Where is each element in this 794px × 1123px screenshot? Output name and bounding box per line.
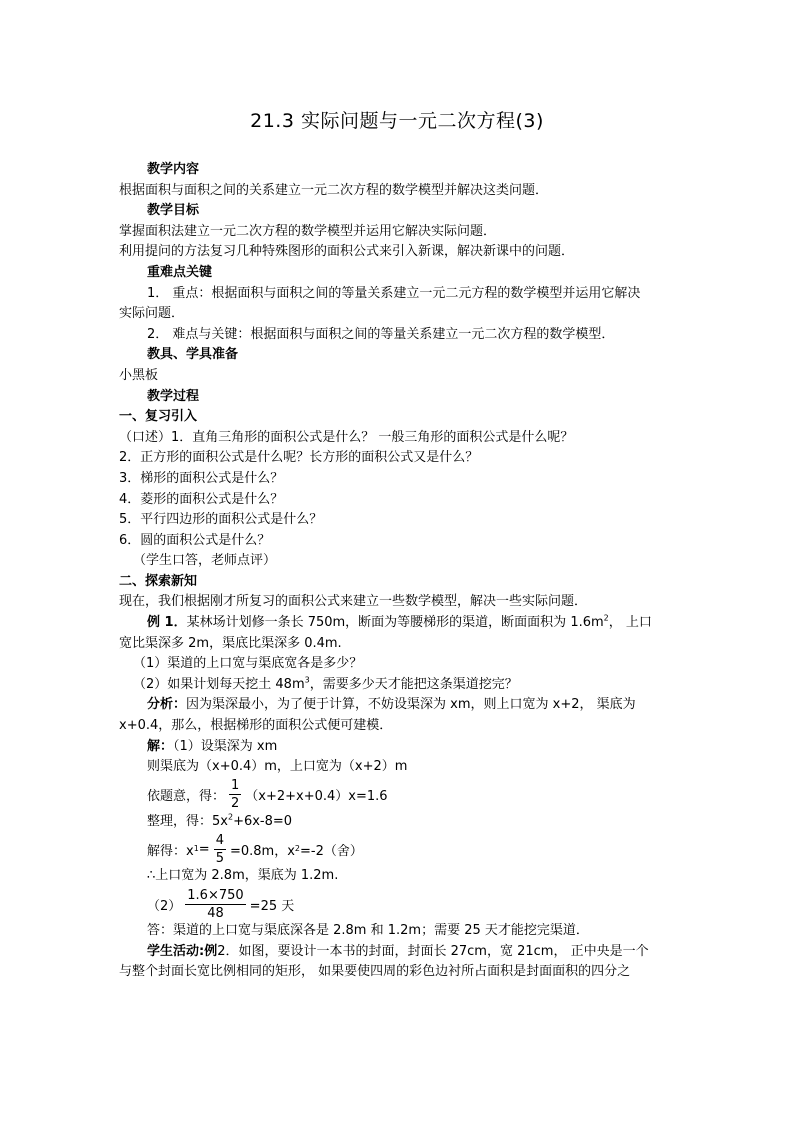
- solution-roots: 解得：x 1 = $\frac{4}{5}$ =0.8m，x 2 =-2（舍）: [147, 832, 363, 866]
- list-item: 2．正方形的面积公式是什么呢？长方形的面积公式又是什么？: [119, 450, 479, 466]
- subsection-heading-review: 一、复习引入: [119, 409, 198, 425]
- answer: 答：渠道的上口宽与渠底深各是 2.8m 和 1.2m；需要 25 天才能挖完渠道．: [147, 923, 589, 938]
- fraction: $\frac{1}{2}$: [231, 778, 240, 812]
- page-title: 21.3 实际问题与一元二次方程(3): [250, 110, 544, 132]
- section-heading-process: 教学过程: [147, 388, 200, 404]
- paragraph: 2． 难点与关键：根据面积与面积之间的等量关系建立一元二次方程的数学模型．: [147, 326, 615, 342]
- section-heading-content: 教学内容: [147, 162, 200, 177]
- paragraph: 1． 重点：根据面积与面积之间的等量关系建立一元二元方程的数学模型并运用它解决: [147, 285, 641, 301]
- question-1: （1）渠道的上口宽与渠底宽各是多少？: [133, 656, 363, 672]
- solution-step: 整理，得：$5x^2+6x-8=0$: [147, 812, 293, 829]
- section-heading-tools: 教具、学具准备: [147, 347, 239, 363]
- student-activity: 学生活动:例2．如图，要设计一本书的封面，封面长 27cm，宽 21cm， 正中央是一个: [147, 943, 649, 959]
- paragraph: x+0.4，那么，根据梯形的面积公式便可建模．: [119, 718, 393, 734]
- section-heading-goals: 教学目标: [147, 203, 200, 219]
- example-1-statement: 例 1．某林场计划修一条长 750m，断面为等腰梯形的渠道，断面面积为 $1.6m^2$， 上口: [147, 613, 652, 631]
- paragraph: 利用提问的方法复习几种特殊图形的面积公式来引入新课，解决新课中的问题．: [119, 244, 575, 260]
- question-2: （2）如果计划每天挖土 $48m^3$，需要多少天才能把这条渠道挖完？: [133, 675, 518, 692]
- subsection-heading-explore: 二、探索新知: [119, 573, 198, 589]
- paragraph: 实际问题．: [119, 306, 185, 322]
- solution-days: （2） $\frac{1.6\times 750}{48}$ =25 天: [147, 887, 295, 921]
- document-body: [119, 160, 679, 983]
- paragraph: 宽比渠深多 2m，渠底比渠深多 0.4m.: [119, 635, 342, 651]
- example-label: 例 1．: [147, 615, 187, 631]
- fraction: $\frac{1.6\times 750}{48}$: [187, 887, 244, 921]
- list-item: （学生口答，老师点评）: [133, 553, 277, 569]
- analysis-label: 分析：: [147, 697, 187, 713]
- solution-step: ∴上口宽为 2.8m，渠底为 1.2m.: [147, 868, 339, 884]
- paragraph: 现在，我们根据刚才所复习的面积公式来建立一些数学模型，解决一些实际问题．: [119, 594, 588, 610]
- solution-label: 解：: [147, 738, 174, 754]
- solution-step: 解：（1）设渠深为 xm: [147, 738, 278, 754]
- list-item: 3．梯形的面积公式是什么？: [119, 470, 284, 486]
- list-item: （口述）1．直角三角形的面积公式是什么？ 一般三角形的面积公式是什么呢？: [119, 429, 574, 445]
- solution-equation: 依题意，得： $\frac{1}{2}$ （x+2+x+0.4）x=1.6: [147, 778, 388, 812]
- list-item: 6．圆的面积公式是什么？: [119, 532, 271, 548]
- list-item: 5．平行四边形的面积公式是什么？: [119, 512, 323, 528]
- paragraph: 根据面积与面积之间的关系建立一元二次方程的数学模型并解决这类问题．: [119, 182, 549, 198]
- section-heading-key-points: 重难点关键: [147, 264, 213, 280]
- paragraph: 掌握面积法建立一元二次方程的数学模型并运用它解决实际问题．: [119, 223, 497, 239]
- paragraph: 小黑板: [119, 367, 159, 383]
- fraction: $\frac{4}{5}$: [215, 832, 224, 866]
- analysis: 分析：因为渠深最小，为了便于计算，不妨设渠深为 xm，则上口宽为 x+2， 渠底为: [147, 697, 636, 713]
- list-item: 4．菱形的面积公式是什么？: [119, 491, 284, 507]
- solution-step: 则渠底为（x+0.4）m，上口宽为（x+2）m: [147, 759, 408, 775]
- paragraph: 与整个封面长宽比例相同的矩形， 如果要使四周的彩色边衬所占面积是封面面积的四分之: [119, 964, 631, 980]
- activity-label: 学生活动:: [147, 943, 205, 959]
